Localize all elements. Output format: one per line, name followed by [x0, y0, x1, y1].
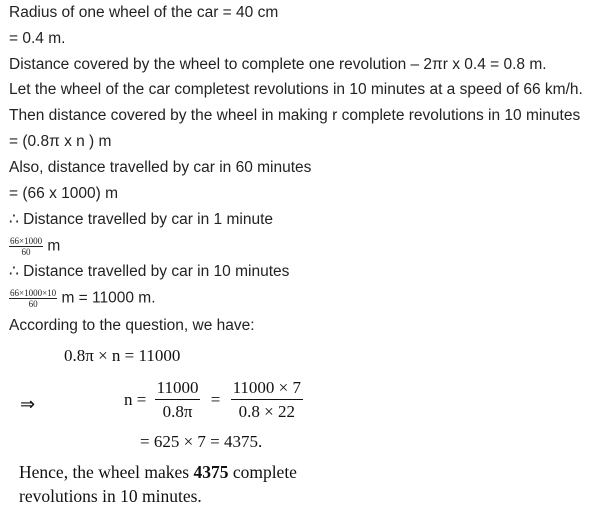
equation-2	[124, 378, 303, 422]
car-distance-1-value	[9, 236, 60, 257]
conclusion-pre: Hence, the wheel makes	[19, 462, 194, 482]
implies-arrow: ⇒	[20, 394, 36, 414]
fraction-denominator: 60	[21, 247, 31, 257]
car-distance-60-line: Also, distance travelled by car in 60 minutes	[9, 159, 312, 176]
unit-text: m	[47, 237, 61, 255]
fraction-a-denominator: 0.8π	[162, 402, 193, 421]
fraction-denominator: 60	[28, 299, 38, 309]
conclusion-line-2: revolutions in 10 minutes.	[19, 486, 202, 506]
eq2-lhs: n =	[124, 390, 147, 409]
equation-3: = 625 × 7 = 4375.	[140, 432, 263, 451]
fraction-a	[155, 378, 201, 422]
wheel-distance-value: = (0.8π x n ) m	[9, 133, 112, 150]
result-text: m = 11000 m.	[61, 289, 156, 307]
revolution-distance-line: Distance covered by the wheel to complete one revolution – 2πr x 0.4 = 0.8 m.	[9, 56, 547, 73]
fraction-a-numerator: 11000	[155, 378, 201, 400]
car-distance-60-value: = (66 x 1000) m	[9, 185, 118, 202]
radius-meters-line: = 0.4 m.	[9, 30, 66, 47]
fraction-numerator: 66×1000×10	[10, 288, 57, 298]
eq2-equals: =	[210, 390, 221, 409]
fraction-b	[231, 378, 303, 422]
equation-1: 0.8π × n = 11000	[64, 346, 181, 365]
car-distance-10-line: ∴ Distance travelled by car in 10 minutes	[9, 263, 290, 280]
car-distance-10-value	[9, 288, 156, 309]
assumption-line: Let the wheel of the car completest revolutions in 10 minutes at a speed of 66 km/h.	[9, 81, 583, 98]
conclusion-post: complete	[228, 462, 297, 482]
car-distance-1-line: ∴ Distance travelled by car in 1 minute	[9, 211, 274, 228]
fraction-b-denominator: 0.8 × 22	[238, 402, 295, 421]
wheel-distance-line: Then distance covered by the wheel in making r complete revolutions in 10 minutes	[9, 107, 581, 124]
fraction-numerator: 66×1000	[10, 236, 43, 246]
conclusion-line-1	[19, 462, 297, 483]
radius-line: Radius of one wheel of the car = 40 cm	[9, 4, 279, 21]
conclusion-answer: 4375	[193, 462, 229, 482]
fraction-b-numerator: 11000 × 7	[231, 378, 303, 400]
fraction-1min	[9, 236, 43, 257]
according-line: According to the question, we have:	[9, 317, 255, 334]
fraction-10min	[9, 288, 57, 309]
